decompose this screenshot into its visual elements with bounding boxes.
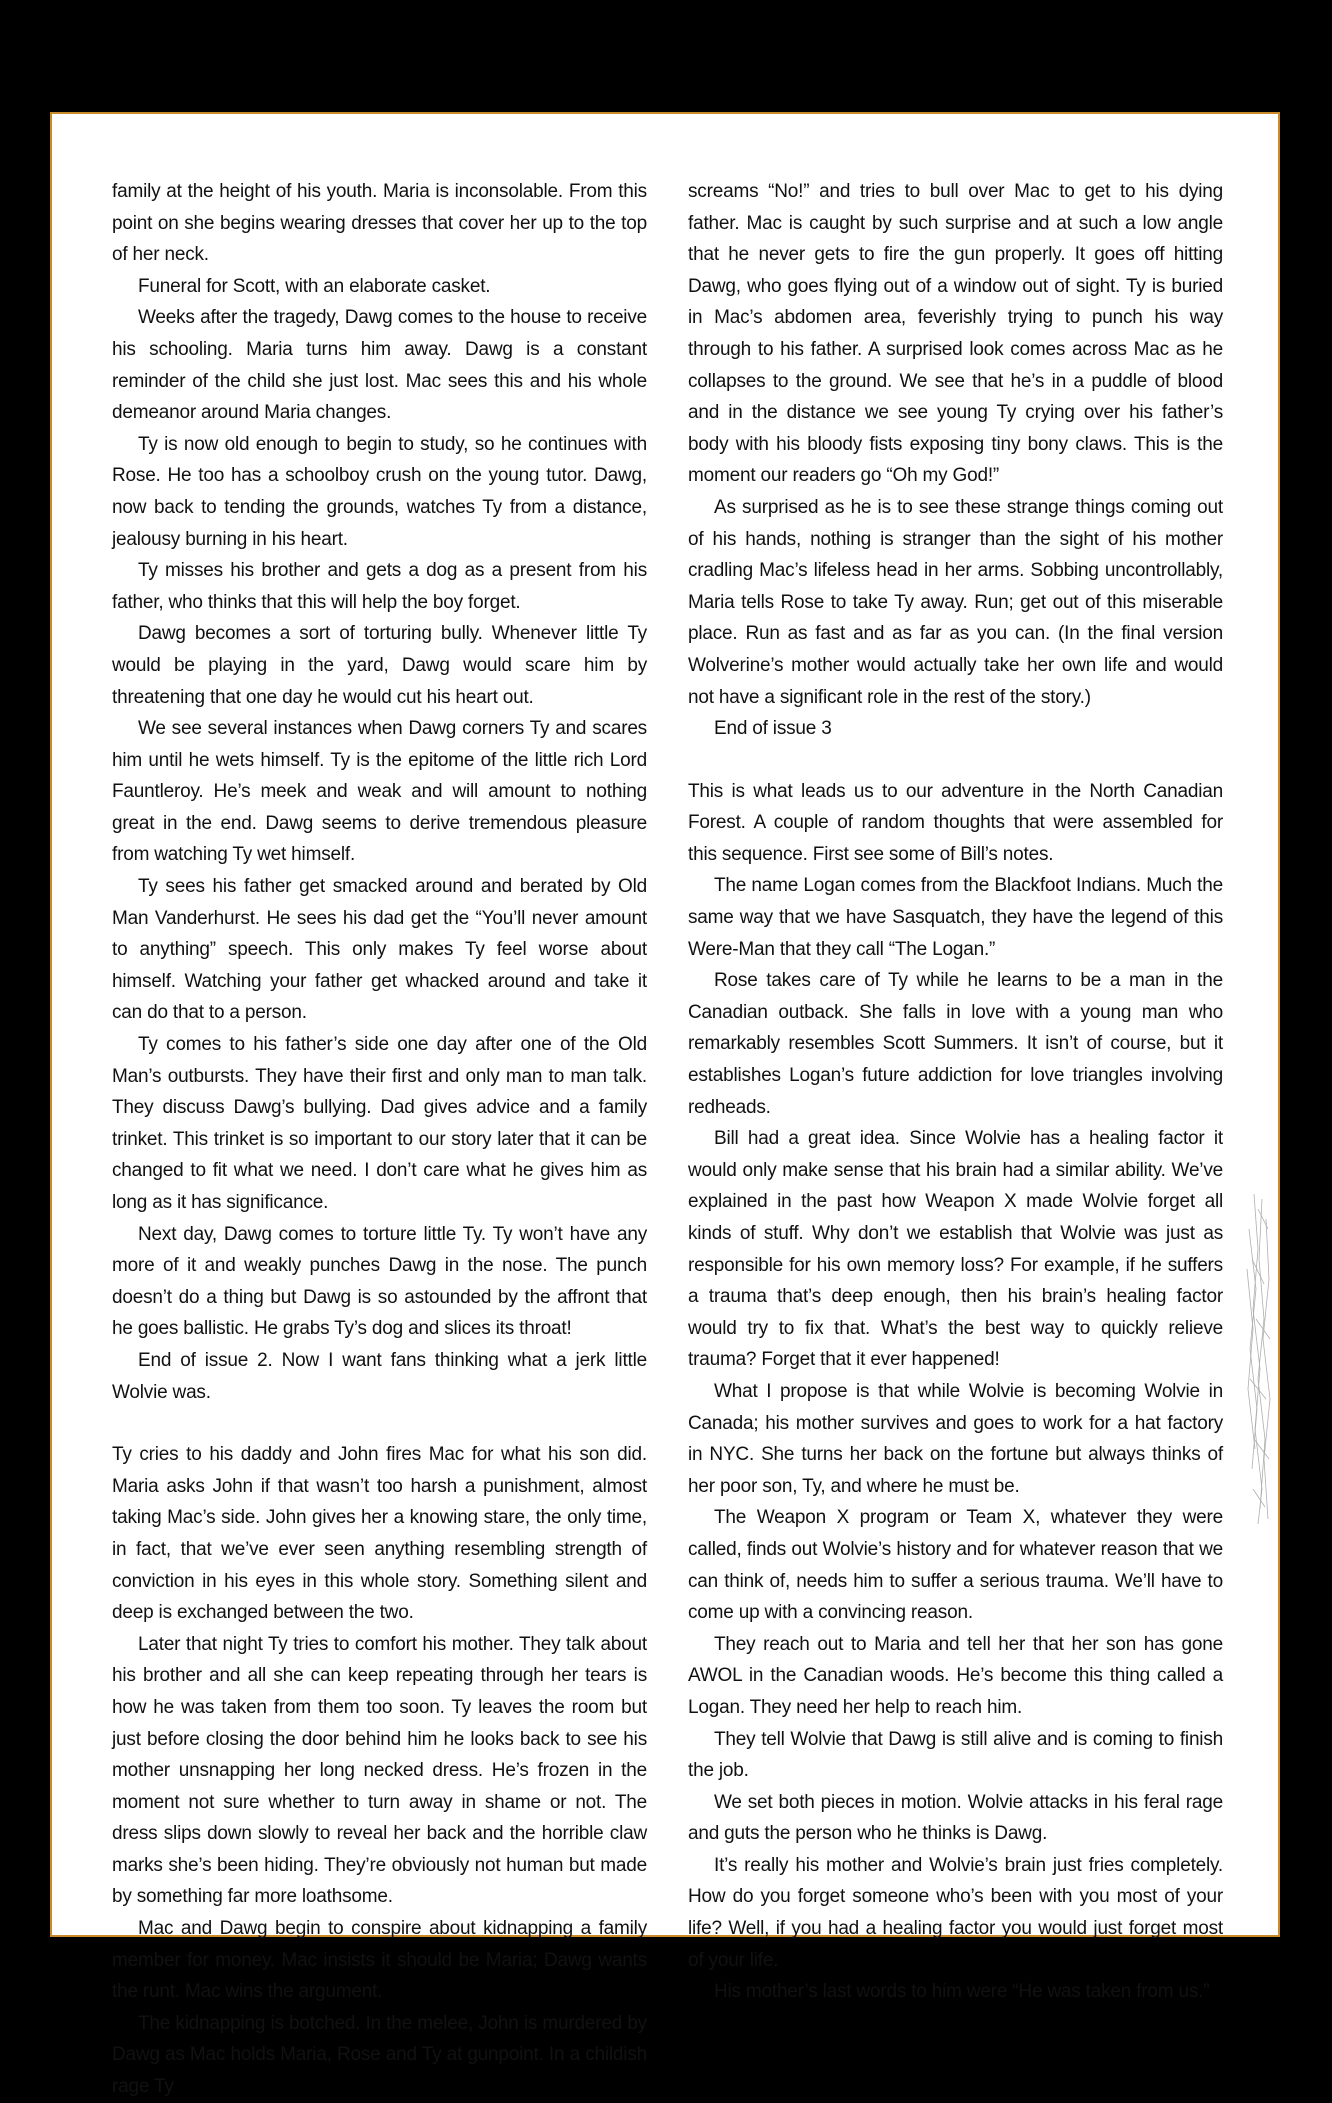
- paragraph: The kidnapping is botched. In the melee, John is murdered by Dawg as Mac holds Maria, Rose and Ty at gunpoint. In a childish rage Ty: [112, 2012, 647, 2098]
- paragraph: Ty misses his brother and gets a dog as a present from his father, who thinks that this will help the boy forget.: [112, 560, 647, 613]
- paragraph: family at the height of his youth. Maria is inconsolable. From this point on she begins wearing dresses that cover her up to the top of her neck.: [112, 181, 647, 266]
- paragraph: The Weapon X program or Team X, whatever they were called, finds out Wolvie’s history and for whatever reason that we can think of, needs him to suffer a serious trauma. We’ll have to come up with a convincing reason.: [688, 1507, 1223, 1624]
- paragraph: What I propose is that while Wolvie is becoming Wolvie in Canada; his mother survives and goes to work for a hat factory in NYC. She turns her back on the fortune but always thinks of her poor son, Ty, and where he must be.: [688, 1380, 1223, 1497]
- paragraph: It’s really his mother and Wolvie’s brain just fries completely. How do you forget someone who’s been with you most of your life? Well, if you had a healing factor you would just forget most of your life.: [688, 1854, 1223, 1971]
- pencil-sketch-decoration: [1244, 1189, 1274, 1529]
- paragraph: Ty cries to his daddy and John fires Mac for what his son did. Maria asks John if that wasn’t too harsh a punishment, almost taking Mac’s side. John gives her a knowing stare, the only time, in fact, that we’ve ever seen anything resembling strength of conviction in his eyes in this whole story. Something silent and deep is exchanged between the two.: [112, 1444, 647, 1624]
- paragraph: This is what leads us to our adventure in the North Canadian Forest. A couple of random thoughts that were assembled for this sequence. First see some of Bill’s notes.: [688, 780, 1223, 865]
- paragraph: His mother’s last words to him were “He was taken from us.”: [714, 1981, 1210, 2003]
- paragraph: Weeks after the tragedy, Dawg comes to the house to receive his schooling. Maria turns him away. Dawg is a constant reminder of the child she just lost. Mac sees this and his whole demeanor around Maria changes.: [112, 307, 647, 424]
- paragraph: Ty comes to his father’s side one day after one of the Old Man’s outbursts. They have their first and only man to man talk. They discuss Dawg’s bullying. Dad gives advice and a family trinket. This trinket is so important to our story later that it can be changed to fit what we need. I don’t care what he gives him as long as it has significance.: [112, 1034, 647, 1213]
- paragraph: Ty sees his father get smacked around and berated by Old Man Vanderhurst. He sees his dad get the “You’ll never amount to anything” speech. This only makes Ty feel worse about himself. Watching your father get whacked around and take it can do that to a person.: [112, 876, 647, 1024]
- paragraph: Dawg becomes a sort of torturing bully. Whenever little Ty would be playing in the yard, Dawg would scare him by threatening that one day he would cut his heart out.: [112, 623, 647, 708]
- left-text-column: [112, 176, 647, 2103]
- paragraph: screams “No!” and tries to bull over Mac to get to his dying father. Mac is caught by such surprise and at such a low angle that he never gets to fire the gun properly. It goes off hitting Dawg, who goes flying out of a window out of sight. Ty is buried in Mac’s abdomen area, feverishly trying to punch his way through to his father. A surprised look comes across Mac as he collapses to the ground. We see that he’s in a puddle of blood and in the distance we see young Ty crying over his father’s body with his bloody fists exposing tiny bony claws. This is the moment our readers go “Oh my God!”: [688, 181, 1223, 487]
- paragraph: They reach out to Maria and tell her that her son has gone AWOL in the Canadian woods. He’s become this thing called a Logan. They need her help to reach him.: [688, 1633, 1223, 1718]
- issue-end-note: End of issue 2. Now I want fans thinking what a jerk little Wolvie was.: [112, 1349, 647, 1403]
- document-page: [50, 112, 1280, 2098]
- paragraph: The name Logan comes from the Blackfoot Indians. Much the same way that we have Sasquatch, they have the legend of this Were-Man that they call “The Logan.”: [688, 875, 1223, 960]
- paragraph: Funeral for Scott, with an elaborate casket.: [138, 275, 491, 297]
- paragraph: As surprised as he is to see these strange things coming out of his hands, nothing is stranger than the sight of his mother cradling Mac’s lifeless head in her arms. Sobbing uncontrollably, Maria tells Rose to take Ty away. Run; get out of this miserable place. Run as fast and as far as you can. (In the final version Wolverine’s mother would actually take her own life and would not have a significant role in the rest of the story.): [688, 496, 1223, 708]
- paragraph: Bill had a great idea. Since Wolvie has a healing factor it would only make sense that his brain had a similar ability. We’ve explained in the past how Weapon X made Wolvie forget all kinds of stuff. Why don’t we establish that Wolvie was just as responsible for his own memory loss? For example, if he suffers a trauma that’s deep enough, then his brain’s healing factor would try to fix that. What’s the best way to quickly relieve trauma? Forget that it ever happened!: [688, 1128, 1223, 1371]
- paragraph: We set both pieces in motion. Wolvie attacks in his feral rage and guts the person who he thinks is Dawg.: [688, 1791, 1223, 1845]
- issue-end-note: End of issue 3: [714, 718, 832, 740]
- paragraph: Mac and Dawg begin to conspire about kidnapping a family member for money. Mac insists it should be Maria; Dawg wants the runt. Mac wins the argument.: [112, 1918, 647, 2003]
- paragraph: Ty is now old enough to begin to study, so he continues with Rose. He too has a schoolboy crush on the young tutor. Dawg, now back to tending the grounds, watches Ty from a distance, jealousy burning in his heart.: [112, 433, 647, 550]
- right-text-column: [688, 176, 1223, 2008]
- paragraph: Next day, Dawg comes to torture little Ty. Ty won’t have any more of it and weakly punches Dawg in the nose. The punch doesn’t do a thing but Dawg is so astounded by the affront that he goes ballistic. He grabs Ty’s dog and slices its throat!: [112, 1223, 647, 1340]
- paragraph: They tell Wolvie that Dawg is still alive and is coming to finish the job.: [688, 1728, 1223, 1782]
- paragraph: We see several instances when Dawg corners Ty and scares him until he wets himself. Ty is the epitome of the little rich Lord Fauntleroy. He’s meek and weak and will amount to nothing great in the end. Dawg seems to derive tremendous pleasure from watching Ty wet himself.: [112, 718, 647, 866]
- paragraph: Later that night Ty tries to comfort his mother. They talk about his brother and all she can keep repeating through her tears is how he was taken from them too soon. Ty leaves the room but just before closing the door behind him he looks back to see his mother unsnapping her long necked dress. He’s frozen in the moment not sure whether to turn away in shame or not. The dress slips down slowly to reveal her back and the horrible claw marks she’s been hiding. They’re obviously not human but made by something far more loathsome.: [112, 1633, 647, 1908]
- paragraph: Rose takes care of Ty while he learns to be a man in the Canadian outback. She falls in love with a young man who remarkably resembles Scott Summers. It isn’t of course, but it establishes Logan’s future addiction for love triangles involving redheads.: [688, 970, 1223, 1118]
